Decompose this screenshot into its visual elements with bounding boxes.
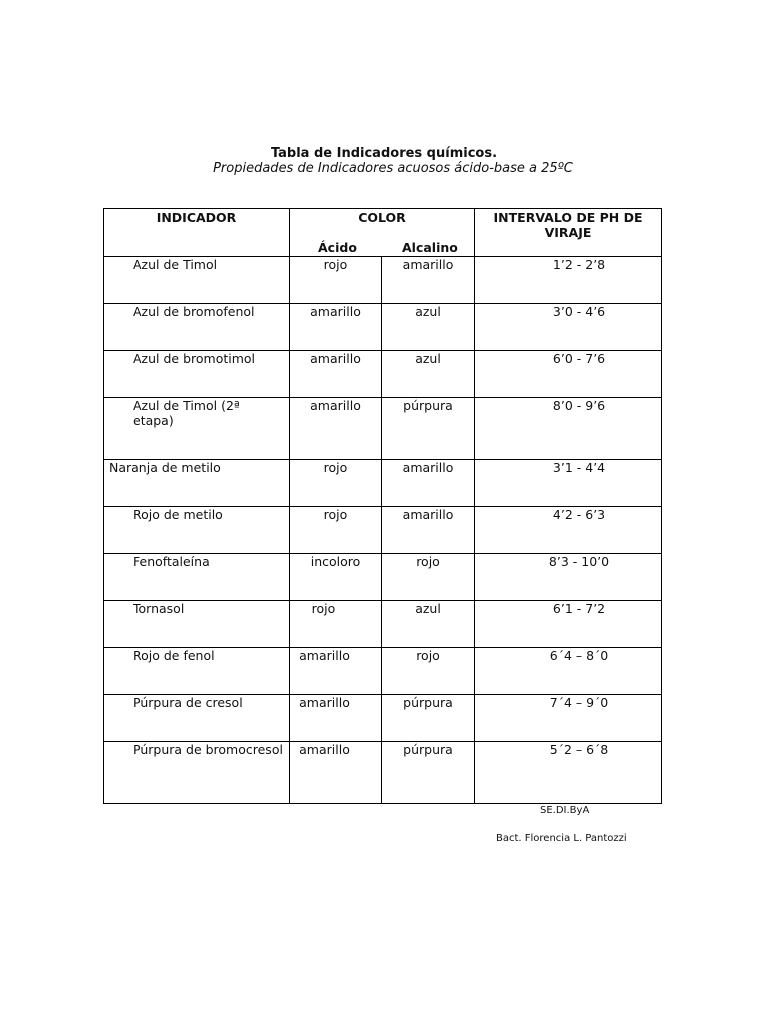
table-row (104, 460, 662, 507)
alkaline-color-cell: púrpura (382, 742, 475, 804)
acid-color-cell: incoloro (290, 554, 382, 601)
document-title: Tabla de Indicadores químicos. (270, 146, 498, 161)
table-row (104, 554, 662, 601)
alkaline-color-cell: azul (382, 351, 475, 398)
header-alkaline: Alcalino (402, 240, 458, 255)
indicator-name-cell: Fenoftaleína (104, 554, 290, 601)
table-row (104, 507, 662, 554)
table-row (104, 601, 662, 648)
ph-range-cell: 3’1 - 4’4 (475, 460, 662, 507)
table-row (104, 257, 662, 304)
indicator-name-cell: Púrpura de cresol (104, 695, 290, 742)
indicator-name-cell: Tornasol (104, 601, 290, 648)
document-subtitle: Propiedades de Indicadores acuosos ácido-base a 25ºC (213, 161, 573, 176)
alkaline-color-cell: púrpura (382, 695, 475, 742)
alkaline-color-cell: azul (382, 304, 475, 351)
indicators-table (103, 208, 662, 804)
acid-color-cell: rojo (290, 507, 382, 554)
acid-color-cell: rojo (290, 460, 382, 507)
table-row (104, 304, 662, 351)
ph-range-cell: 1’2 - 2’8 (475, 257, 662, 304)
header-color: COLOR (358, 210, 406, 225)
alkaline-color-cell: amarillo (382, 257, 475, 304)
ph-range-cell: 6’1 - 7’2 (475, 601, 662, 648)
footer-author: Bact. Florencia L. Pantozzi (496, 833, 627, 844)
table-row (104, 648, 662, 695)
alkaline-color-cell: rojo (382, 648, 475, 695)
acid-color-cell: amarillo (290, 742, 382, 804)
indicator-name-cell: Púrpura de bromocresol (104, 742, 290, 804)
table-row (104, 398, 662, 460)
indicator-name-cell: Rojo de metilo (104, 507, 290, 554)
header-color-group (290, 209, 475, 257)
acid-color-cell: amarillo (290, 398, 382, 460)
ph-range-cell: 6´4 – 8´0 (475, 648, 662, 695)
ph-range-cell: 6’0 - 7’6 (475, 351, 662, 398)
indicator-name-cell: Rojo de fenol (104, 648, 290, 695)
header-indicator: INDICADOR (104, 209, 290, 257)
indicator-name-cell: Azul de bromofenol (104, 304, 290, 351)
ph-range-cell: 3’0 - 4’6 (475, 304, 662, 351)
acid-color-cell: amarillo (290, 351, 382, 398)
ph-range-cell: 8’0 - 9’6 (475, 398, 662, 460)
ph-range-cell: 8’3 - 10’0 (475, 554, 662, 601)
header-range: INTERVALO DE PH DE VIRAJE (475, 209, 662, 257)
alkaline-color-cell: amarillo (382, 460, 475, 507)
indicator-name-cell: Azul de Timol (2ª etapa) (104, 398, 290, 460)
acid-color-cell: amarillo (290, 695, 382, 742)
ph-range-cell: 5´2 – 6´8 (475, 742, 662, 804)
acid-color-cell: amarillo (290, 648, 382, 695)
acid-color-cell: rojo (290, 601, 382, 648)
table-header-row (104, 209, 662, 257)
table-row (104, 742, 662, 804)
alkaline-color-cell: amarillo (382, 507, 475, 554)
ph-range-cell: 7´4 – 9´0 (475, 695, 662, 742)
table-row (104, 351, 662, 398)
alkaline-color-cell: púrpura (382, 398, 475, 460)
footer-org: SE.DI.ByA (540, 805, 590, 816)
acid-color-cell: amarillo (290, 304, 382, 351)
header-acid: Ácido (318, 240, 357, 255)
ph-range-cell: 4’2 - 6’3 (475, 507, 662, 554)
alkaline-color-cell: rojo (382, 554, 475, 601)
table-row (104, 695, 662, 742)
indicator-name-cell: Azul de Timol (104, 257, 290, 304)
indicator-name-cell: Azul de bromotimol (104, 351, 290, 398)
alkaline-color-cell: azul (382, 601, 475, 648)
acid-color-cell: rojo (290, 257, 382, 304)
indicator-name-cell: Naranja de metilo (104, 460, 290, 507)
